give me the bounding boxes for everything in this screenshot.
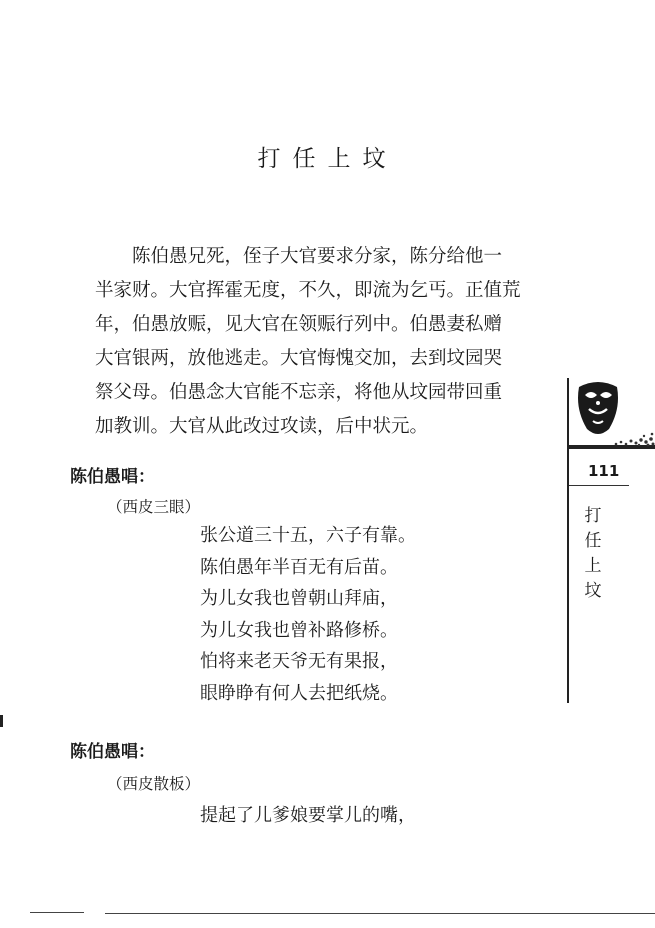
page-title: 打任上坟 xyxy=(257,146,398,172)
lyric-line: 陈伯愚年半百无有后苗。 xyxy=(200,556,398,578)
lyric-line: 怕将来老天爷无有果报， xyxy=(200,651,398,672)
tune-label: （西皮散板） xyxy=(107,775,201,793)
lyric-line: 为儿女我也曾朝山拜庙， xyxy=(200,588,398,609)
running-title: 打任上坟 xyxy=(584,506,602,601)
speaker-heading: 陈伯愚唱： xyxy=(70,467,155,487)
synopsis-paragraph xyxy=(95,240,545,444)
lyric-line: 提起了儿爹娘要掌儿的嘴， xyxy=(200,805,416,826)
lyric-line: 为儿女我也曾补路修桥。 xyxy=(200,619,398,641)
synopsis-line: 陈伯愚兄死，侄子大官要求分家，陈分给他一 xyxy=(132,246,503,267)
page-number: 111 xyxy=(588,462,620,480)
synopsis-line: 祭父母。伯愚念大官能不忘亲，将他从坟园带回重 xyxy=(95,382,503,403)
footer-rule xyxy=(105,913,655,914)
scan-edge-mark xyxy=(0,715,3,727)
synopsis-line: 加教训。大官从此改过攻读，后中状元。 xyxy=(95,416,429,437)
halftone-dots-icon xyxy=(612,430,655,448)
lyrics-block xyxy=(200,800,416,832)
synopsis-line: 大官银两，放他逃走。大官悔愧交加，去到坟园哭 xyxy=(95,348,503,369)
lyrics-block xyxy=(200,520,416,709)
page-number-underline xyxy=(569,485,629,486)
lyric-line: 张公道三十五，六子有靠。 xyxy=(200,525,416,546)
synopsis-line: 年，伯愚放赈，见大官在领赈行列中。伯愚妻私赠 xyxy=(95,314,503,335)
speaker-heading: 陈伯愚唱： xyxy=(70,742,155,762)
footer-rule xyxy=(30,912,84,913)
lyric-line: 眼睁睁有何人去把纸烧。 xyxy=(200,682,398,704)
margin-rule xyxy=(567,378,569,703)
synopsis-line: 半家财。大官挥霍无度，不久，即流为乞丐。正值荒 xyxy=(95,280,521,301)
tune-label: （西皮三眼） xyxy=(107,498,201,516)
